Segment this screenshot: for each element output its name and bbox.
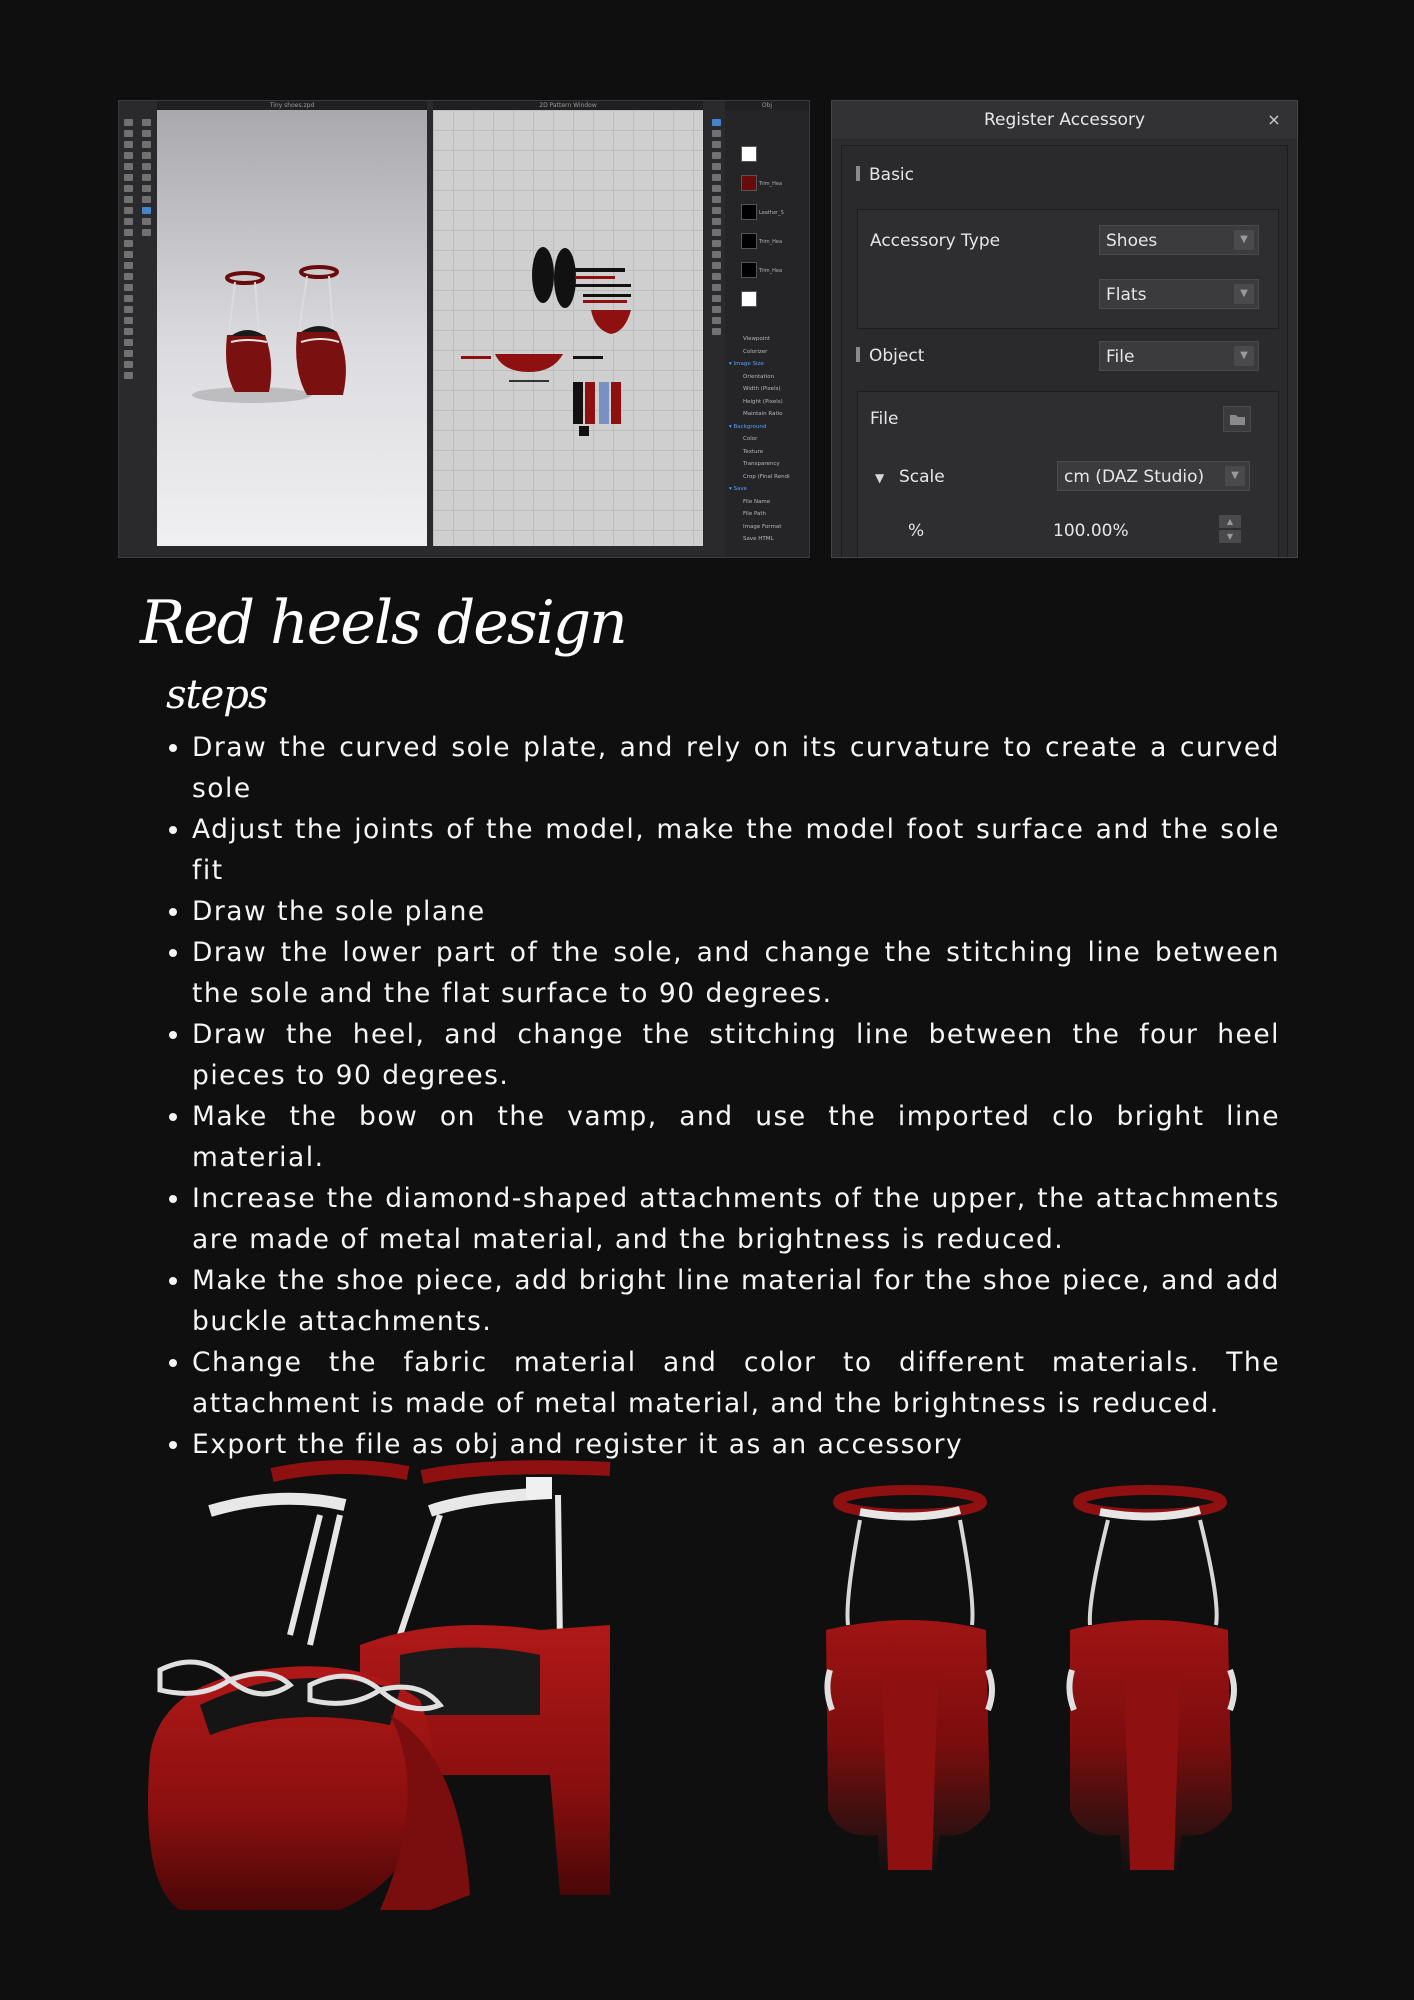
scale-percent-value[interactable]: 100.00% [1053,521,1129,541]
caret-down-icon[interactable]: ▼ [875,471,885,485]
2d-pattern-window[interactable] [433,110,703,546]
shoe-render-back [820,1480,1250,1880]
render-property-list[interactable] [729,333,809,546]
section-marker [856,166,860,181]
view2d-title: 2D Pattern Window [433,101,703,110]
property-row[interactable]: ▾ Background [729,423,767,430]
property-row[interactable]: Maintain Ratio [743,411,783,417]
step-item: • Draw the sole plane [192,891,1280,932]
step-item: • Adjust the joints of the model, make the model foot surface and the sole fit [192,809,1280,891]
close-icon[interactable]: × [1267,110,1281,129]
property-row[interactable]: ▾ Image Size [729,361,764,367]
step-item: • Draw the heel, and change the stitching line between the four heel pieces to 90 degrees. [192,1014,1280,1096]
toolbar-3d[interactable] [121,115,135,383]
shoe-render-front [140,1455,630,1925]
page-title: Red heels design [140,588,626,658]
step-item: • Draw the lower part of the sole, and change the stitching line between the sole and the flat surface to 90 degrees. [192,932,1280,1014]
property-row[interactable]: Crop (Final Rendi [743,473,790,480]
view3d-title: Tiny shoes.zpd [157,101,427,110]
accessory-type-value: Shoes [1106,231,1158,251]
step-item: • Make the bow on the vamp, and use the imported clo bright line material. [192,1096,1280,1178]
basic-section-label: Basic [869,165,915,185]
fabric-swatch [741,233,757,249]
file-label: File [870,409,899,429]
steps-heading: steps [166,672,268,718]
fabric-swatch-row[interactable] [725,233,809,257]
property-row[interactable]: ▾ Save [729,486,748,492]
scale-unit-select[interactable] [1057,461,1250,491]
fabric-swatch-row[interactable] [725,175,809,199]
fabric-name: Trim_Hea [759,181,783,187]
fabric-swatch-row[interactable] [725,204,809,228]
3d-viewport[interactable] [157,110,427,546]
panel-title: Obj [725,101,809,110]
3d-shoe-preview [157,110,427,546]
step-item: • Export the file as obj and register it as an accessory [192,1424,1280,1465]
fabric-swatch [741,146,757,162]
chevron-down-icon: ▼ [1225,466,1245,486]
fabric-list[interactable] [725,141,809,315]
step-item: • Make the shoe piece, add bright line material for the shoe piece, and add buckle attachments. [192,1260,1280,1342]
fabric-swatch-row[interactable] [725,262,809,286]
fabric-swatch-row[interactable] [725,291,809,315]
property-row[interactable]: Color [743,436,758,442]
pattern-pieces [433,110,703,546]
object-section-label: Object [869,346,925,366]
stepper-up-icon[interactable]: ▲ [1219,515,1241,528]
fabric-name: Leather_S [759,210,784,216]
percent-label: % [908,521,925,541]
fabric-name: Trim_Hea [759,268,783,274]
property-row[interactable]: File Path [743,511,767,517]
property-row[interactable]: Save HTML [743,536,774,542]
stepper-down-icon[interactable]: ▼ [1219,530,1241,543]
object-browser-panel [725,101,809,557]
section-marker [856,347,860,362]
fabric-swatch [741,262,757,278]
property-row[interactable]: Orientation [743,373,775,380]
fabric-swatch-row[interactable] [725,146,809,170]
property-row[interactable]: Width (Pixels) [743,386,781,392]
step-item: • Increase the diamond-shaped attachments of the upper, the attachments are made of metal material, and the brightness is reduced. [192,1178,1280,1260]
clo-screenshot [118,100,810,558]
property-row[interactable]: Texture [743,448,764,455]
accessory-type-select[interactable] [1099,225,1259,255]
accessory-subtype-select[interactable] [1099,279,1259,309]
fabric-name: Trim_Hea [759,239,783,245]
fabric-swatch [741,175,757,191]
register-accessory-dialog [831,100,1298,558]
chevron-down-icon: ▼ [1234,230,1254,250]
steps-list [166,727,1280,1465]
accessory-type-label: Accessory Type [870,231,1001,251]
object-value: File [1106,347,1135,367]
property-row[interactable]: Height (Pixels) [743,398,783,405]
chevron-down-icon: ▼ [1234,346,1254,366]
property-row[interactable]: Image Format [743,523,782,530]
step-item: • Change the fabric material and color to different materials. The attachment is made of metal material, and the brightness is reduced. [192,1342,1280,1424]
scale-label: Scale [899,467,945,487]
chevron-down-icon: ▼ [1234,284,1254,304]
fabric-swatch [741,204,757,220]
toolbar-3d-secondary[interactable] [139,115,153,240]
property-row[interactable]: File Name [743,498,771,505]
folder-icon[interactable] [1223,406,1251,432]
toolbar-right[interactable] [709,115,723,339]
property-row[interactable]: Viewpoint [743,336,771,342]
fabric-swatch [741,291,757,307]
dialog-title: Register Accessory [832,101,1297,139]
object-select[interactable] [1099,341,1259,371]
property-row[interactable]: Transparency [743,461,780,467]
percent-stepper[interactable] [1219,515,1241,543]
scale-unit-value: cm (DAZ Studio) [1064,467,1205,487]
property-row[interactable]: Colorizer [743,348,768,355]
accessory-subtype-value: Flats [1106,285,1147,305]
step-item: • Draw the curved sole plate, and rely on its curvature to create a curved sole [192,727,1280,809]
